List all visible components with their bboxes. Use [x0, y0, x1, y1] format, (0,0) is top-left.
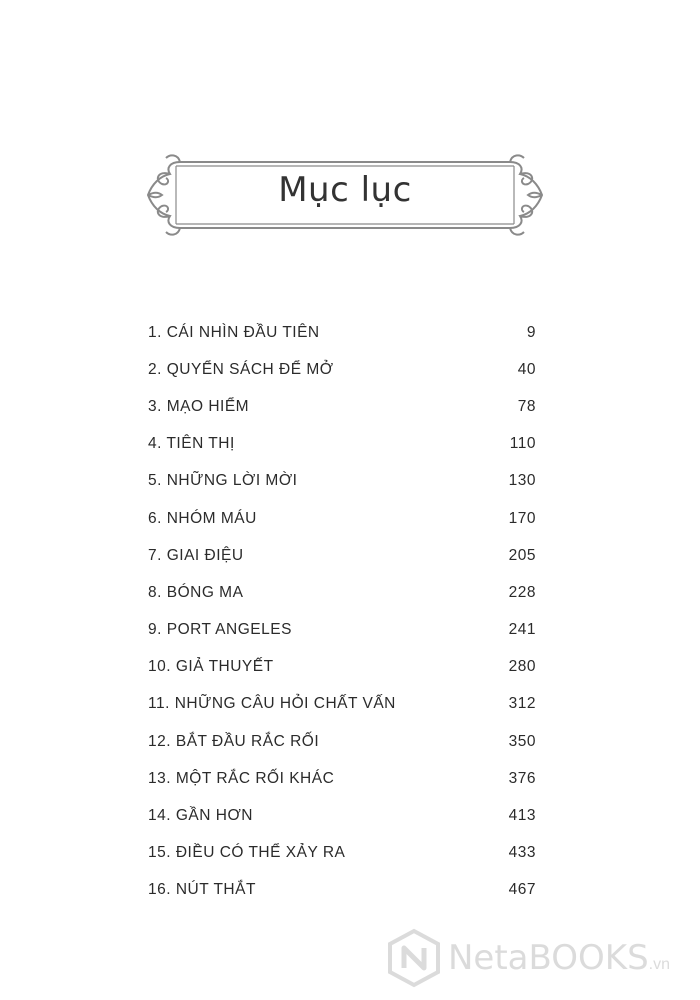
watermark-brand: NetaBOOKS [448, 938, 649, 978]
toc-entry-page: 228 [508, 583, 536, 601]
toc-entry-page: 280 [508, 658, 536, 676]
toc-entry[interactable] [148, 574, 536, 611]
toc-entry-title: 2. QUYỂN SÁCH ĐỂ MỞ [148, 360, 334, 378]
toc-entry[interactable] [148, 835, 536, 872]
toc-entry-title: 10. GIẢ THUYẾT [148, 658, 274, 676]
toc-entry-title: 8. BÓNG MA [148, 583, 244, 601]
toc-entry-page: 78 [517, 397, 536, 415]
toc-entry-page: 205 [508, 546, 536, 564]
toc-entry-title: 12. BẮT ĐẦU RẮC RỐI [148, 732, 320, 750]
toc-entry[interactable] [148, 872, 536, 909]
toc-entry[interactable] [148, 537, 536, 574]
toc-entry-title: 16. NÚT THẮT [148, 881, 256, 899]
toc-entry-title: 9. PORT ANGELES [148, 621, 292, 639]
toc-entry[interactable] [148, 797, 536, 834]
toc-entry-page: 9 [526, 323, 536, 341]
toc-entry-title: 5. NHỮNG LỜI MỜI [148, 472, 298, 490]
toc-entry[interactable] [148, 426, 536, 463]
toc-entry-title: 1. CÁI NHÌN ĐẦU TIÊN [148, 323, 320, 341]
toc-entry-title: 6. NHÓM MÁU [148, 509, 257, 527]
toc-entry[interactable] [148, 649, 536, 686]
toc-entry[interactable] [148, 500, 536, 537]
toc-entry[interactable] [148, 612, 536, 649]
toc-entry-page: 130 [508, 472, 536, 490]
toc-entry-page: 312 [508, 695, 536, 713]
page-title: Mục lục [278, 170, 412, 210]
watermark [386, 926, 686, 990]
toc-entry-title: 7. GIAI ĐIỆU [148, 546, 244, 564]
title-frame [140, 150, 550, 240]
toc-entry[interactable] [148, 686, 536, 723]
netabooks-logo-icon [386, 928, 442, 988]
toc-entry[interactable] [148, 760, 536, 797]
toc-entry-page: 433 [508, 844, 536, 862]
toc-entry-page: 241 [508, 621, 536, 639]
toc-entry-title: 11. NHỮNG CÂU HỎI CHẤT VẤN [148, 695, 396, 713]
toc-entry-title: 4. TIÊN THỊ [148, 435, 235, 453]
toc-entry-page: 350 [508, 732, 536, 750]
toc-entry-title: 15. ĐIỀU CÓ THỂ XẢY RA [148, 844, 346, 862]
toc-entry-page: 467 [508, 881, 536, 899]
toc-entry[interactable] [148, 463, 536, 500]
toc-entry[interactable] [148, 351, 536, 388]
toc-entry-title: 13. MỘT RẮC RỐI KHÁC [148, 769, 335, 787]
table-of-contents [148, 314, 536, 909]
toc-entry[interactable] [148, 388, 536, 425]
toc-entry-page: 40 [517, 360, 536, 378]
toc-entry-title: 3. MẠO HIỂM [148, 397, 250, 415]
toc-entry-page: 110 [509, 435, 536, 453]
watermark-suffix: .vn [648, 956, 670, 973]
toc-entry[interactable] [148, 314, 536, 351]
toc-entry[interactable] [148, 723, 536, 760]
toc-entry-title: 14. GẦN HƠN [148, 807, 253, 825]
toc-entry-page: 170 [508, 509, 536, 527]
toc-entry-page: 413 [508, 807, 536, 825]
toc-entry-page: 376 [508, 769, 536, 787]
